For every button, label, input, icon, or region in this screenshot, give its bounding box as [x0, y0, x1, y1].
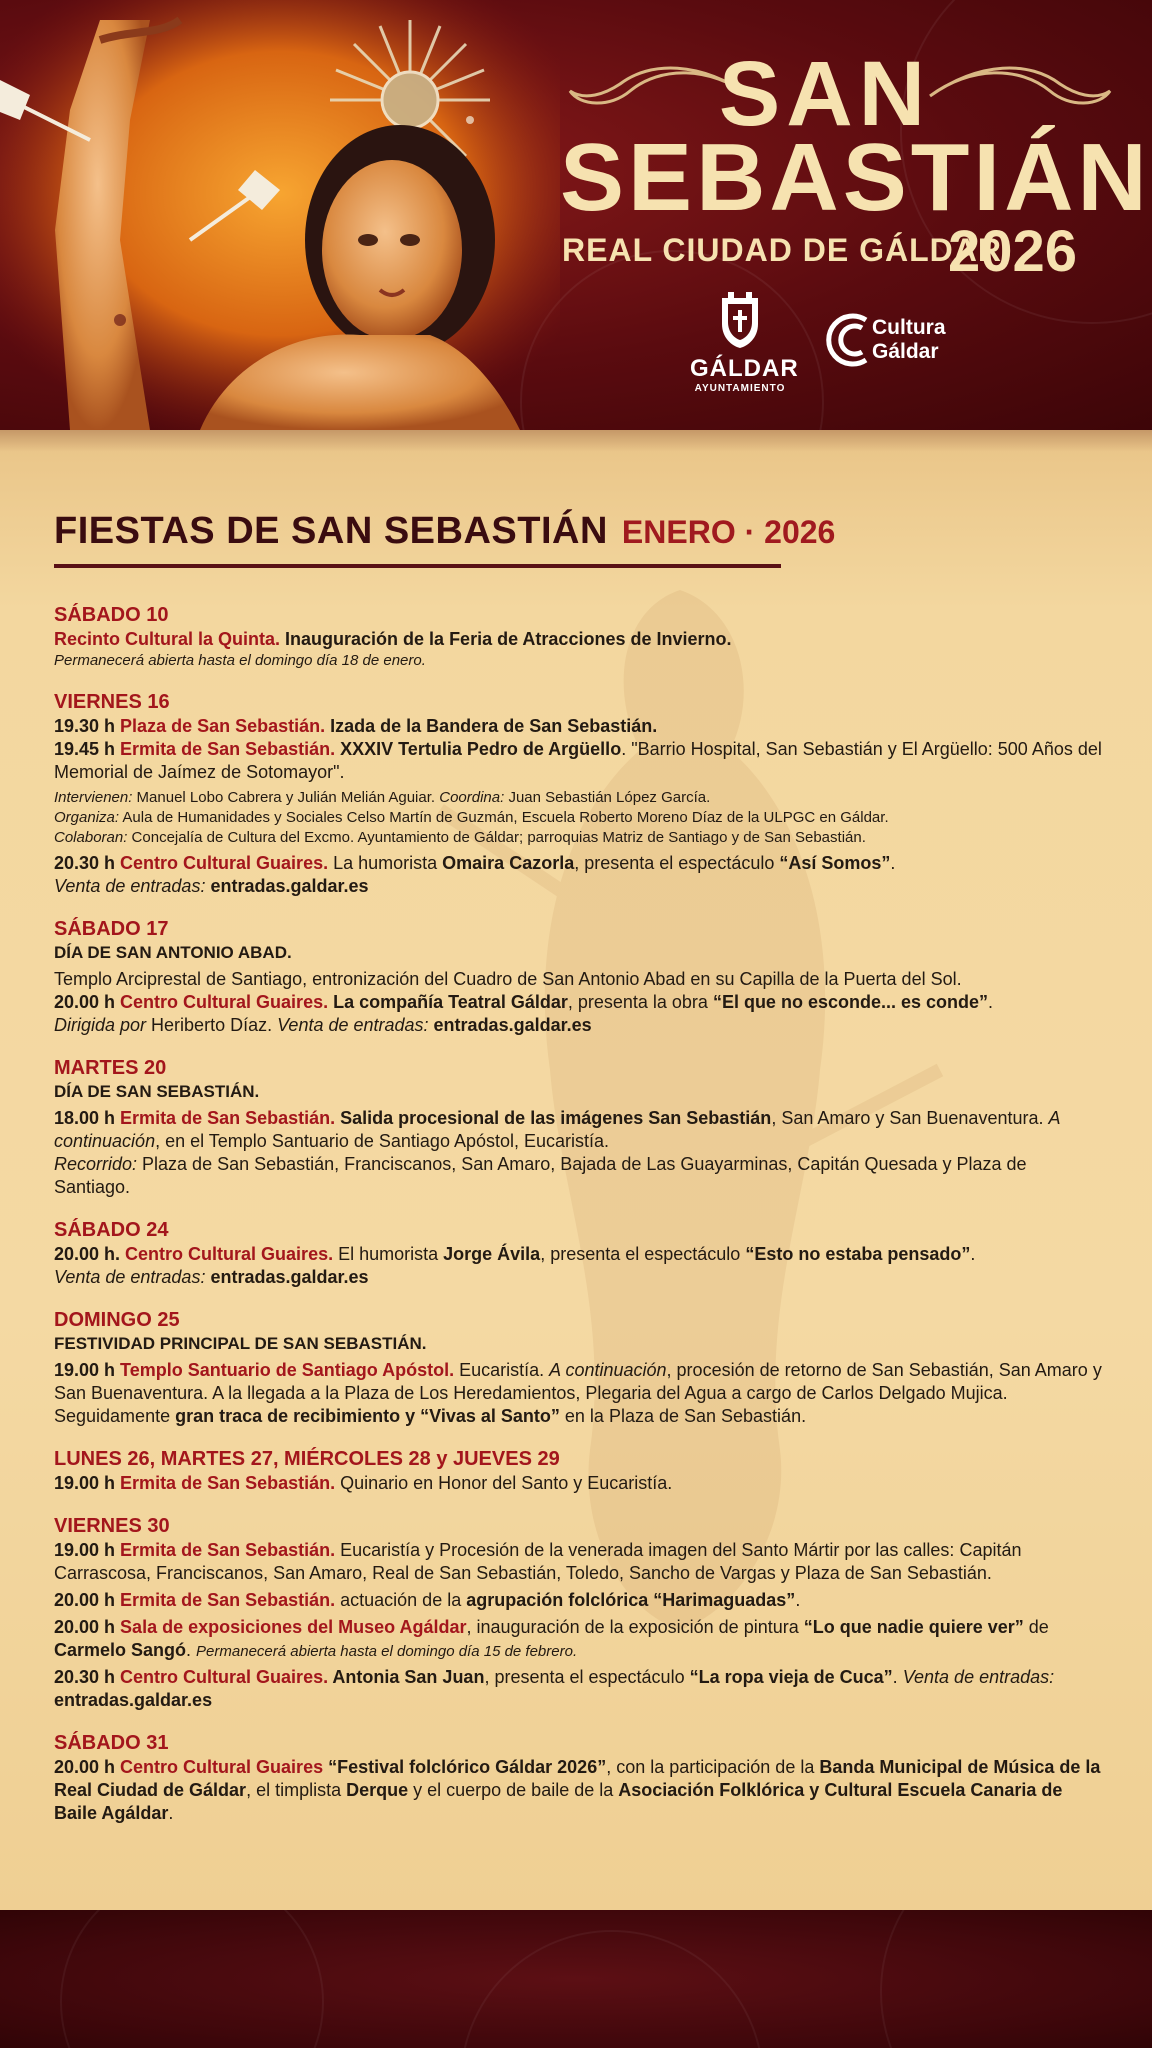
day-domingo-25: [54, 1307, 1104, 1428]
event-venue: Centro Cultural Guaires.: [120, 1244, 334, 1264]
event-time: 18.00 h: [54, 1108, 116, 1128]
event-text: Eucaristía.: [454, 1360, 550, 1380]
ticket-label: Venta de entradas:: [277, 1015, 429, 1035]
title-city: REAL CIUDAD DE GÁLDAR: [562, 232, 1002, 268]
credit-label: Organiza:: [54, 809, 120, 826]
day-subtitle: FESTIVIDAD PRINCIPAL DE SAN SEBASTIÁN.: [54, 1334, 427, 1353]
event-venue: Centro Cultural Guaires: [115, 1757, 324, 1777]
event-text: , en el Templo Santuario de Santiago Apóstol, Eucaristía.: [155, 1131, 610, 1151]
event-line: [54, 1107, 1104, 1153]
credit-text: Manuel Lobo Cabrera y Julián Melián Aguiar.: [132, 789, 440, 806]
event-line: [54, 1472, 1104, 1495]
event-text: de: [1023, 1617, 1049, 1637]
event-venue: Ermita de San Sebastián.: [115, 739, 336, 759]
event-text: en la Plaza de San Sebastián.: [559, 1406, 807, 1426]
ticket-label: Venta de entradas:: [54, 876, 206, 896]
event-line: [54, 715, 1104, 738]
cultura-logo-line2: Gáldar: [872, 340, 939, 363]
event-venue: Centro Cultural Guaires.: [115, 992, 329, 1012]
ticket-link[interactable]: entradas.galdar.es: [54, 1690, 213, 1710]
event-text: .: [988, 992, 994, 1012]
event-venue: Centro Cultural Guaires.: [115, 853, 329, 873]
day-title: VIERNES 16: [54, 691, 170, 713]
event-time: 20.00 h: [54, 1617, 116, 1637]
event-highlight: “Esto no estaba pensado”: [745, 1244, 971, 1264]
event-text: El humorista: [333, 1244, 444, 1264]
event-text: . "Barrio Hospital, San Sebastián y El Argüello: 500 Años del Memorial de Jaímez de Sotomayor".: [54, 739, 1102, 782]
event-text: actuación de la: [335, 1590, 467, 1610]
event-highlight: “El que no esconde... es conde”: [712, 992, 988, 1012]
ticket-link[interactable]: entradas.galdar.es: [428, 1015, 592, 1035]
event-text: .: [186, 1640, 197, 1660]
event-credits: [54, 808, 1104, 828]
event-time: 19.45 h: [54, 739, 116, 759]
day-title: DOMINGO 25: [54, 1309, 180, 1331]
header-banner: [0, 0, 1152, 430]
event-highlight: “La ropa vieja de Cuca”: [689, 1667, 893, 1687]
ticket-label: Venta de entradas:: [902, 1667, 1055, 1687]
ticket-link[interactable]: entradas.galdar.es: [205, 876, 369, 896]
day-title: LUNES 26, MARTES 27, MIÉRCOLES 28 y JUEVES 29: [54, 1448, 560, 1470]
credit-text: Juan Sebastián López García.: [504, 789, 711, 806]
event-time: 20.00 h: [54, 1590, 116, 1610]
title-san: SAN: [718, 43, 932, 145]
event-line: [54, 1359, 1104, 1428]
event-credits: [54, 788, 1104, 808]
event-italic: A continuación: [549, 1360, 667, 1380]
event-line: [54, 1539, 1104, 1585]
saint-illustration: [0, 0, 560, 430]
event-highlight: Carmelo Sangó: [54, 1640, 187, 1660]
event-highlight: “Festival folclórico Gáldar 2026”: [323, 1757, 607, 1777]
event-venue: Ermita de San Sebastián.: [115, 1473, 336, 1493]
galdar-logo-name: GÁLDAR: [690, 355, 799, 382]
event-italic: A continuación: [54, 1108, 1060, 1151]
title-year: 2026: [948, 219, 1078, 284]
day-title: SÁBADO 17: [54, 918, 169, 940]
cultura-c-icon: [826, 310, 872, 370]
event-time: 20.00 h.: [54, 1244, 121, 1264]
event-text: .: [795, 1590, 801, 1610]
event-text: , San Amaro y San Buenaventura.: [771, 1108, 1049, 1128]
event-line: [54, 1589, 1104, 1612]
event-line: [54, 628, 1104, 651]
event-line: [54, 738, 1104, 784]
day-viernes-30: [54, 1513, 1104, 1712]
day-subtitle: DÍA DE SAN SEBASTIÁN.: [54, 1082, 260, 1101]
event-text: La humorista: [328, 853, 443, 873]
event-text: Eucaristía y Procesión de la venerada imagen del Santo Mártir por las calles: Capitán Carrascosa, Franciscanos, San Amaro, Real de San Sebastián, Toledo, Sancho de Vargas y Plaza de San Sebastián.: [54, 1540, 1022, 1583]
event-highlight: Jorge Ávila: [443, 1244, 541, 1264]
event-highlight: Omaira Cazorla: [442, 853, 575, 873]
header-shadow: [0, 430, 1152, 452]
day-viernes-16: [54, 689, 1104, 898]
event-highlight: gran traca de recibimiento y “Vivas al Santo”: [175, 1406, 560, 1426]
event-highlight: “Así Somos”: [779, 853, 891, 873]
event-time: 20.00 h: [54, 992, 116, 1012]
shield-icon: [718, 290, 762, 350]
event-line: [54, 852, 1104, 875]
event-time: 20.00 h: [54, 1757, 116, 1777]
event-note: Permanecerá abierta hasta el domingo día 18 de enero.: [54, 652, 426, 669]
event-text: y el cuerpo de baile de la: [408, 1780, 619, 1800]
day-sabado-24: [54, 1217, 1104, 1289]
day-title: MARTES 20: [54, 1057, 167, 1079]
ticket-label: Venta de entradas:: [54, 1267, 206, 1287]
event-venue: Sala de exposiciones del Museo Agáldar: [115, 1617, 467, 1637]
day-subtitle: DÍA DE SAN ANTONIO ABAD.: [54, 943, 292, 962]
event-line: [54, 991, 1104, 1014]
day-lunes-26-jueves-29: [54, 1446, 1104, 1495]
event-venue: Centro Cultural Guaires.: [115, 1667, 329, 1687]
day-sabado-17: [54, 916, 1104, 1037]
event-credits: [54, 828, 1104, 848]
event-line: [54, 1243, 1104, 1266]
ticket-line: [54, 1014, 1104, 1037]
event-venue: Ermita de San Sebastián.: [115, 1108, 336, 1128]
program-heading: [54, 510, 835, 553]
event-time: 20.30 h: [54, 853, 116, 873]
program-title: FIESTAS DE SAN SEBASTIÁN: [54, 510, 608, 552]
event-time: 19.00 h: [54, 1473, 116, 1493]
event-text: , con la participación de la: [606, 1757, 820, 1777]
event-line: [54, 1666, 1104, 1712]
title-sebastian: SEBASTIÁN: [560, 124, 1151, 231]
event-text: , presenta el espectáculo: [540, 1244, 746, 1264]
event-venue: Ermita de San Sebastián.: [115, 1590, 336, 1610]
event-highlight: Salida procesional de las imágenes San Sebastián: [335, 1108, 772, 1128]
event-venue: Plaza de San Sebastián.: [115, 716, 326, 736]
event-text: , el timplista: [246, 1780, 347, 1800]
ticket-link[interactable]: entradas.galdar.es: [205, 1267, 369, 1287]
ticket-line: [54, 875, 1104, 898]
program-subtitle: ENERO · 2026: [621, 514, 836, 550]
heading-underline: [54, 564, 781, 568]
route-label: Recorrido:: [54, 1154, 138, 1174]
footer-band: [0, 1910, 1152, 2048]
galdar-logo: [690, 290, 799, 394]
event-highlight: Asociación Folklórica y Cultural Escuela Canaria de Baile Agáldar: [54, 1780, 1063, 1823]
event-list: [54, 602, 1104, 1843]
event-text: , presenta el espectáculo: [484, 1667, 690, 1687]
event-text: , inauguración de la exposición de pintura: [466, 1617, 804, 1637]
program-section: [0, 430, 1152, 1910]
route-line: [54, 1153, 1104, 1199]
event-time: 19.00 h: [54, 1360, 116, 1380]
ticket-line: [54, 1266, 1104, 1289]
event-line: [54, 1756, 1104, 1825]
event-text: Inauguración de la Feria de Atracciones de Invierno.: [280, 629, 732, 649]
credit-text: Concejalía de Cultura del Excmo. Ayuntamiento de Gáldar; parroquias Matriz de Santiago y de San Sebastián.: [127, 829, 866, 846]
credit-text: Aula de Humanidades y Sociales Celso Martín de Guzmán, Escuela Roberto Moreno Díaz de la ULPGC en Gáldar.: [119, 809, 889, 826]
event-text: , procesión de retorno de San Sebastián, San Amaro y San Buenaventura. A la llegada a la Plaza de Los Heredamientos, Plegaria del Agua a cargo de Carlos Delgado Mujica. Seguidamente: [54, 1360, 1102, 1426]
day-title: VIERNES 30: [54, 1515, 170, 1537]
event-highlight: Derque: [346, 1780, 409, 1800]
credit-label: Coordina:: [439, 789, 505, 806]
event-time: 20.30 h: [54, 1667, 116, 1687]
event-text: Izada de la Bandera de San Sebastián.: [325, 716, 658, 736]
cultura-logo-line1: Cultura: [872, 316, 946, 339]
route-text: Plaza de San Sebastián, Franciscanos, San Amaro, Bajada de Las Guayarminas, Capitán Quesada y Plaza de Santiago.: [54, 1154, 1027, 1197]
credit-label: Dirigida por: [54, 1015, 147, 1035]
cultura-galdar-logo: [826, 310, 946, 375]
event-time: 19.00 h: [54, 1540, 116, 1560]
event-highlight: “Lo que nadie quiere ver”: [803, 1617, 1024, 1637]
day-title: SÁBADO 24: [54, 1219, 169, 1241]
day-martes-20: [54, 1055, 1104, 1199]
event-time: 19.30 h: [54, 716, 116, 736]
event-highlight: XXXIV Tertulia Pedro de Argüello: [335, 739, 622, 759]
event-venue: Recinto Cultural la Quinta.: [54, 629, 281, 649]
event-highlight: Antonia San Juan: [328, 1667, 485, 1687]
day-title: SÁBADO 10: [54, 604, 169, 626]
event-highlight: La compañía Teatral Gáldar: [328, 992, 568, 1012]
event-venue: Ermita de San Sebastián.: [115, 1540, 336, 1560]
day-title: SÁBADO 31: [54, 1732, 169, 1754]
event-line: [54, 1616, 1104, 1662]
credit-label: Intervienen:: [54, 789, 133, 806]
event-venue: Templo Santuario de Santiago Apóstol.: [115, 1360, 455, 1380]
event-text: , presenta el espectáculo: [574, 853, 780, 873]
event-text: .: [890, 853, 896, 873]
event-highlight: agrupación folclórica “Harimaguadas”: [466, 1590, 796, 1610]
event-text: .: [168, 1803, 174, 1823]
day-sabado-10: [54, 602, 1104, 671]
event-text: , presenta la obra: [567, 992, 713, 1012]
credit-label: Colaboran:: [54, 829, 128, 846]
event-text: .: [970, 1244, 976, 1264]
credit-text: Heriberto Díaz.: [146, 1015, 278, 1035]
day-sabado-31: [54, 1730, 1104, 1825]
event-line: Templo Arciprestal de Santiago, entronización del Cuadro de San Antonio Abad en su Capilla de la Puerta del Sol.: [54, 969, 962, 989]
event-note: Permanecerá abierta hasta el domingo día 15 de febrero.: [196, 1643, 578, 1660]
event-highlight: Banda Municipal de Música de la Real Ciudad de Gáldar: [54, 1757, 1101, 1800]
galdar-logo-subtitle: AYUNTAMIENTO: [694, 383, 786, 394]
event-text: Quinario en Honor del Santo y Eucaristía.: [335, 1473, 673, 1493]
event-text: .: [892, 1667, 903, 1687]
